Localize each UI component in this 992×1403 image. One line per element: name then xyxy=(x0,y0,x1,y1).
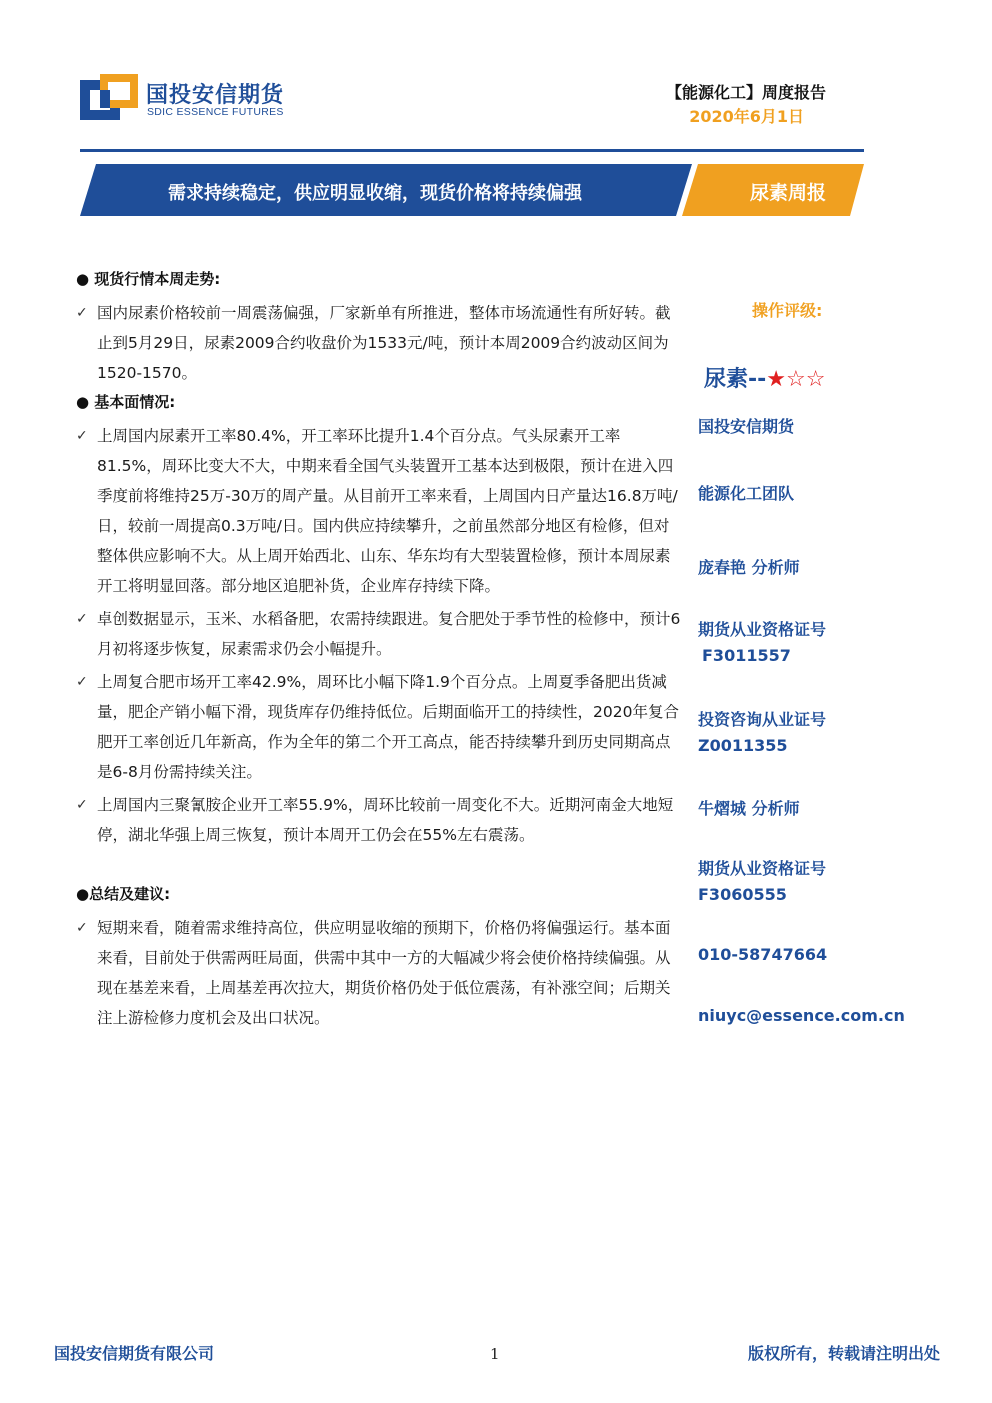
logo-chinese-name: 国投安信期货 xyxy=(146,83,285,108)
list-item xyxy=(76,604,682,664)
rating-stars-icon: ★☆☆ xyxy=(766,367,826,392)
page-number: 1 xyxy=(490,1345,500,1363)
banner-title: 需求持续稳定，供应明显收缩，现货价格将持续偏强 xyxy=(168,183,582,204)
section-heading-fundamentals: ● 基本面情况: xyxy=(76,393,176,411)
banner-tag: 尿素周报 xyxy=(750,182,827,204)
list-item xyxy=(76,913,682,1033)
footer-company: 国投安信期货有限公司 xyxy=(54,1344,215,1363)
sidebar-company: 国投安信期货 xyxy=(698,417,795,436)
section-heading-spot-market: ● 现货行情本周走势: xyxy=(76,270,221,288)
cert-label-1: 期货从业资格证号 xyxy=(698,620,827,639)
report-date: 2020年6月1日 xyxy=(689,107,804,126)
footer-copyright: 版权所有，转载请注明出处 xyxy=(747,1344,940,1363)
rating-value xyxy=(704,362,825,393)
list-item xyxy=(76,298,682,388)
spacer xyxy=(76,853,682,883)
rating-label: 操作评级: xyxy=(752,301,823,320)
cert-label-2: 期货从业资格证号 xyxy=(698,859,827,878)
check-icon: ✓ xyxy=(76,611,88,627)
cert-number-1: F3011557 xyxy=(702,646,791,665)
main-content xyxy=(76,268,682,1036)
section-heading-summary: ●总结及建议: xyxy=(76,885,171,903)
check-icon: ✓ xyxy=(76,305,88,321)
item-text: 国内尿素价格较前一周震荡偏强，厂家新单有所推进，整体市场流通性有所好转。截止到5月29日，尿素2009合约收盘价为1533元/吨，预计本周2009合约波动区间为1520-1570。 xyxy=(97,304,671,382)
analyst-1: 庞春艳 分析师 xyxy=(698,558,800,577)
rating-product: 尿素-- xyxy=(704,367,767,392)
item-text: 上周复合肥市场开工率42.9%，周环比小幅下降1.9个百分点。上周夏季备肥出货减量，肥企产销小幅下滑，现货库存仍维持低位。后期面临开工的持续性，2020年复合肥开工率创近几年新高，作为全年的第二个开工高点，能否持续攀升到历史同期高点是6-8月份需持续关注。 xyxy=(97,673,679,781)
sidebar-team: 能源化工团队 xyxy=(698,484,795,503)
logo-mark-icon xyxy=(80,74,138,120)
contact-phone: 010-58747664 xyxy=(698,945,828,964)
company-logo xyxy=(80,74,320,124)
logo-english-name: SDIC ESSENCE FUTURES xyxy=(147,106,284,118)
item-text: 卓创数据显示，玉米、水稻备肥，农需持续跟进。复合肥处于季节性的检修中，预计6月初将逐步恢复，尿素需求仍会小幅提升。 xyxy=(97,610,681,658)
header-divider xyxy=(80,149,864,152)
check-icon: ✓ xyxy=(76,674,88,690)
list-item xyxy=(76,667,682,787)
check-icon: ✓ xyxy=(76,797,88,813)
cert-number-2: F3060555 xyxy=(698,885,787,904)
list-item xyxy=(76,421,682,601)
consult-number: Z0011355 xyxy=(698,736,788,755)
check-icon: ✓ xyxy=(76,920,88,936)
item-text: 上周国内三聚氰胺企业开工率55.9%，周环比较前一周变化不大。近期河南金大地短停，湖北华强上周三恢复，预计本周开工仍会在55%左右震荡。 xyxy=(97,796,674,844)
item-text: 上周国内尿素开工率80.4%，开工率环比提升1.4个百分点。气头尿素开工率81.5%，周环比变大不大，中期来看全国气头装置开工基本达到极限，预计在进入四季度前将维持25万-30万的周产量。从目前开工率来看，上周国内日产量达16.8万吨/日，较前一周提高0.3万吨/日。国内供应持续攀升，之前虽然部分地区有检修，但对整体供应影响不大。从上周开始西北、山东、华东均有大型装置检修，预计本周尿素开工将明显回落。部分地区追肥补货，企业库存持续下降。 xyxy=(97,427,678,595)
check-icon: ✓ xyxy=(76,428,88,444)
item-text: 短期来看，随着需求维持高位，供应明显收缩的预期下，价格仍将偏强运行。基本面来看，目前处于供需两旺局面，供需中其中一方的大幅减少将会使价格持续偏强。从现在基差来看，上周基差再次拉大，期货价格仍处于低位震荡，有补涨空间；后期关注上游检修力度机会及出口状况。 xyxy=(97,919,671,1027)
list-item xyxy=(76,790,682,850)
analyst-2: 牛熠城 分析师 xyxy=(698,799,800,818)
report-type: 【能源化工】周度报告 xyxy=(665,83,826,102)
consult-label: 投资咨询从业证号 xyxy=(698,710,827,729)
contact-email[interactable]: niuyc@essence.com.cn xyxy=(698,1006,905,1025)
title-banner xyxy=(80,164,864,216)
